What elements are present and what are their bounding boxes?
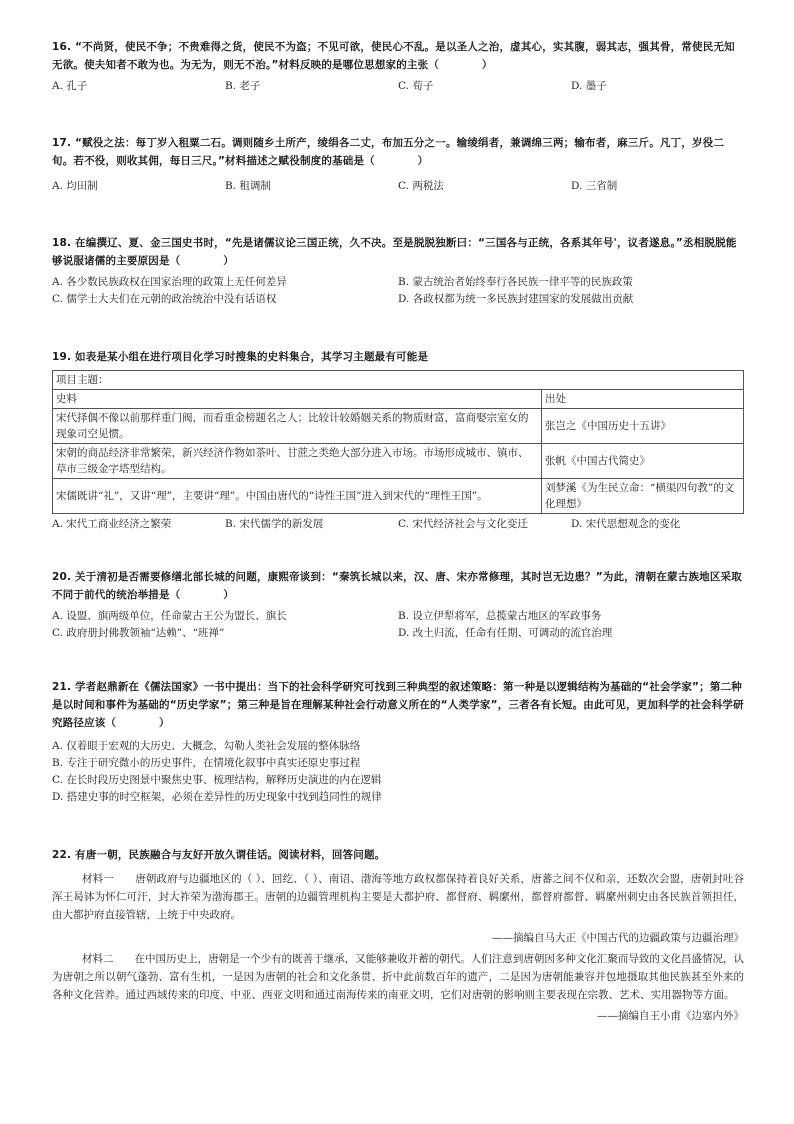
option-a[interactable]: A. 孔子 <box>52 80 88 92</box>
question-17-options <box>52 178 744 194</box>
option-d[interactable]: D. 墨子 <box>571 80 607 92</box>
question-17 <box>52 134 744 194</box>
table-cell-source: 张帆《中国古代简史》 <box>542 444 744 479</box>
material-two-source: ——摘编自王小甫《边塞内外》 <box>597 1010 744 1022</box>
question-21-options <box>52 738 744 806</box>
question-22 <box>52 846 744 1026</box>
option-d[interactable]: D. 各政权都为统一多民族封建国家的发展做出贡献 <box>398 293 634 305</box>
option-a[interactable]: A. 均田制 <box>52 180 98 192</box>
option-b[interactable]: B. 设立伊犁将军，总揽蒙古地区的军政事务 <box>398 610 602 622</box>
option-b[interactable]: B. 老子 <box>225 80 261 92</box>
table-cell-material: 宋儒既讲“礼”，又讲“理”，主要讲“理”。中国由唐代的“诗性王国”进入到宋代的“理性王国”。 <box>53 479 542 514</box>
question-19-stem: 19. 如表是某小组在进行项目化学习时搜集的史料集合，其学习主题最有可能是 <box>52 351 429 363</box>
question-16 <box>52 38 744 94</box>
question-19-options <box>52 516 744 532</box>
option-c[interactable]: C. 在长时段历史图景中聚焦史事、梳理结构，解释历史演进的内在逻辑 <box>52 774 382 786</box>
option-d[interactable]: D. 改土归流，任命有任期、可调动的流官治理 <box>398 627 613 639</box>
question-18-options <box>52 274 744 308</box>
table-cell-source: 张岂之《中国历史十五讲》 <box>542 409 744 444</box>
question-19 <box>52 348 744 532</box>
question-18-stem: 18. 在编撰辽、夏、金三国史书时，“先是诸儒议论三国正统，久不决。至是脱脱独断曰：“三国各与正统，各系其年号'，议者遂息。”丞相脱脱能够说服诸儒的主要原因是（ ） <box>52 237 737 267</box>
table-cell-source: 刘梦溪《为生民立命：“横渠四句教”的文化理想》 <box>542 479 744 514</box>
material-one: 材料一 唐朝政府与边疆地区的（ ）、回纥、（ ）、南诏、渤海等地方政权都保持着良好关系，唐蕃之间不仅和亲，还数次会盟，唐朝封吐谷浑王曷钵为怀仁可汗，封大祚荣为渤海郡王。唐朝的边疆管理机构主要是大都护府、都督府、羁縻州，都督府都督、羁縻州刺史由各民族首领担任，由大都护府直接管辖，上统于中央政府。 <box>52 873 744 921</box>
question-16-stem: 16. “不尚贤，使民不争；不贵难得之货，使民不为盗；不见可欲，使民心不乱。是以圣人之治，虚其心，实其腹，弱其志，强其骨，常使民无知无欲。使夫知者不敢为也。为无为，则无不治。”材料反映的是哪位思想家的主张（ ） <box>52 41 735 71</box>
table-cell-material: 宋朝的商品经济非常繁荣，新兴经济作物如茶叶、甘蔗之类绝大部分进入市场。市场形成城市、镇市、草市三级金字塔型结构。 <box>53 444 542 479</box>
question-21 <box>52 678 744 806</box>
option-d[interactable]: D. 搭建史事的时空框架，必须在差异性的历史现象中找到趋同性的规律 <box>52 791 382 803</box>
question-16-options <box>52 78 744 94</box>
material-two: 材料二 在中国历史上，唐朝是一个少有的既善于继承，又能够兼收并蓄的朝代。人们注意到唐朝因多种文化汇聚而导致的文化昌盛情况，认为唐朝之所以朝气蓬勃、富有生机，一是因为唐朝的社会和文化条贯、折中此前数百年的遗产，二是因为唐朝能兼容并包地摄取其他民族甚至外来的各种文化营养。通过西域传来的印度、中亚、西亚文明和通过南海传来的南亚文明，它们对唐朝的影响则主要表现在宗教、艺术、实用器物等方面。 <box>52 953 744 1001</box>
option-b[interactable]: B. 蒙古统治者始终奉行各民族一律平等的民族政策 <box>398 276 633 288</box>
exam-page <box>52 38 744 1026</box>
table-cell-material: 宋代择偶不像以前那样重门阀，而看重金榜题名之人；比较计较婚姻关系的物质财富，富商娶宗室女的现象司空见惯。 <box>53 409 542 444</box>
option-b[interactable]: B. 专注于研究微小的历史事件，在情境化叙事中真实还原史事过程 <box>52 757 361 769</box>
option-c[interactable]: C. 儒学士大夫们在元朝的政治统治中没有话语权 <box>52 293 277 305</box>
question-17-stem: 17. “赋役之法：每丁岁入租粟二石。调则随乡土所产，绫绢各二丈，布加五分之一。输绫绢者，兼调绵三两；输布者，麻三斤。凡丁，岁役二旬。若不役，则收其佣，每日三尺。”材料描述之赋役制度的基础是（ ） <box>52 137 725 167</box>
table-header-source: 出处 <box>542 390 744 409</box>
option-a[interactable]: A. 各少数民族政权在国家治理的政策上无任何差异 <box>52 276 287 288</box>
table-row <box>53 409 744 444</box>
question-22-stem: 22. 有唐一朝，民族融合与友好开放久谓佳话。阅读材料，回答问题。 <box>52 849 386 861</box>
question-18 <box>52 234 744 308</box>
option-a[interactable]: A. 宋代工商业经济之繁荣 <box>52 518 172 530</box>
table-header-material: 史料 <box>53 390 542 409</box>
option-c[interactable]: C. 荀子 <box>398 80 434 92</box>
option-c[interactable]: C. 两税法 <box>398 180 444 192</box>
question-20-options <box>52 608 744 642</box>
sources-table <box>52 370 744 514</box>
option-b[interactable]: B. 宋代儒学的新发展 <box>225 518 324 530</box>
option-d[interactable]: D. 三省制 <box>571 180 618 192</box>
question-20 <box>52 568 744 642</box>
question-21-stem: 21. 学者赵鼎新在《儒法国家》一书中提出：当下的社会科学研究可找到三种典型的叙述策略：第一种是以逻辑结构为基础的“社会学家”；第二种是以时间和事件为基础的“历史学家”；第三种是旨在理解某种社会行动意义所在的“人类学家”，三者各有长短。由此可见，更加科学的社会科学研究路径应该（ ） <box>52 681 744 729</box>
option-b[interactable]: B. 租调制 <box>225 180 271 192</box>
table-row <box>53 444 744 479</box>
option-d[interactable]: D. 宋代思想观念的变化 <box>571 518 681 530</box>
option-c[interactable]: C. 宋代经济社会与文化变迁 <box>398 518 528 530</box>
option-a[interactable]: A. 设盟、旗两级单位，任命蒙古王公为盟长、旗长 <box>52 610 287 622</box>
question-20-stem: 20. 关于清初是否需要修缮北部长城的问题，康熙帝谈到：“秦筑长城以来，汉、唐、宋亦常修理，其时岂无边患？”为此，清朝在蒙古族地区采取不同于前代的统治举措是（ ） <box>52 571 742 601</box>
option-a[interactable]: A. 仅着眼于宏观的大历史、大概念，勾勒人类社会发展的整体脉络 <box>52 740 361 752</box>
table-topic: 项目主题： <box>53 371 744 390</box>
option-c[interactable]: C. 政府册封佛教领袖“达赖”、“班禅” <box>52 627 225 639</box>
material-one-source: ——摘编自马大正《中国古代的边疆政策与边疆治理》 <box>492 932 744 944</box>
table-row <box>53 479 744 514</box>
